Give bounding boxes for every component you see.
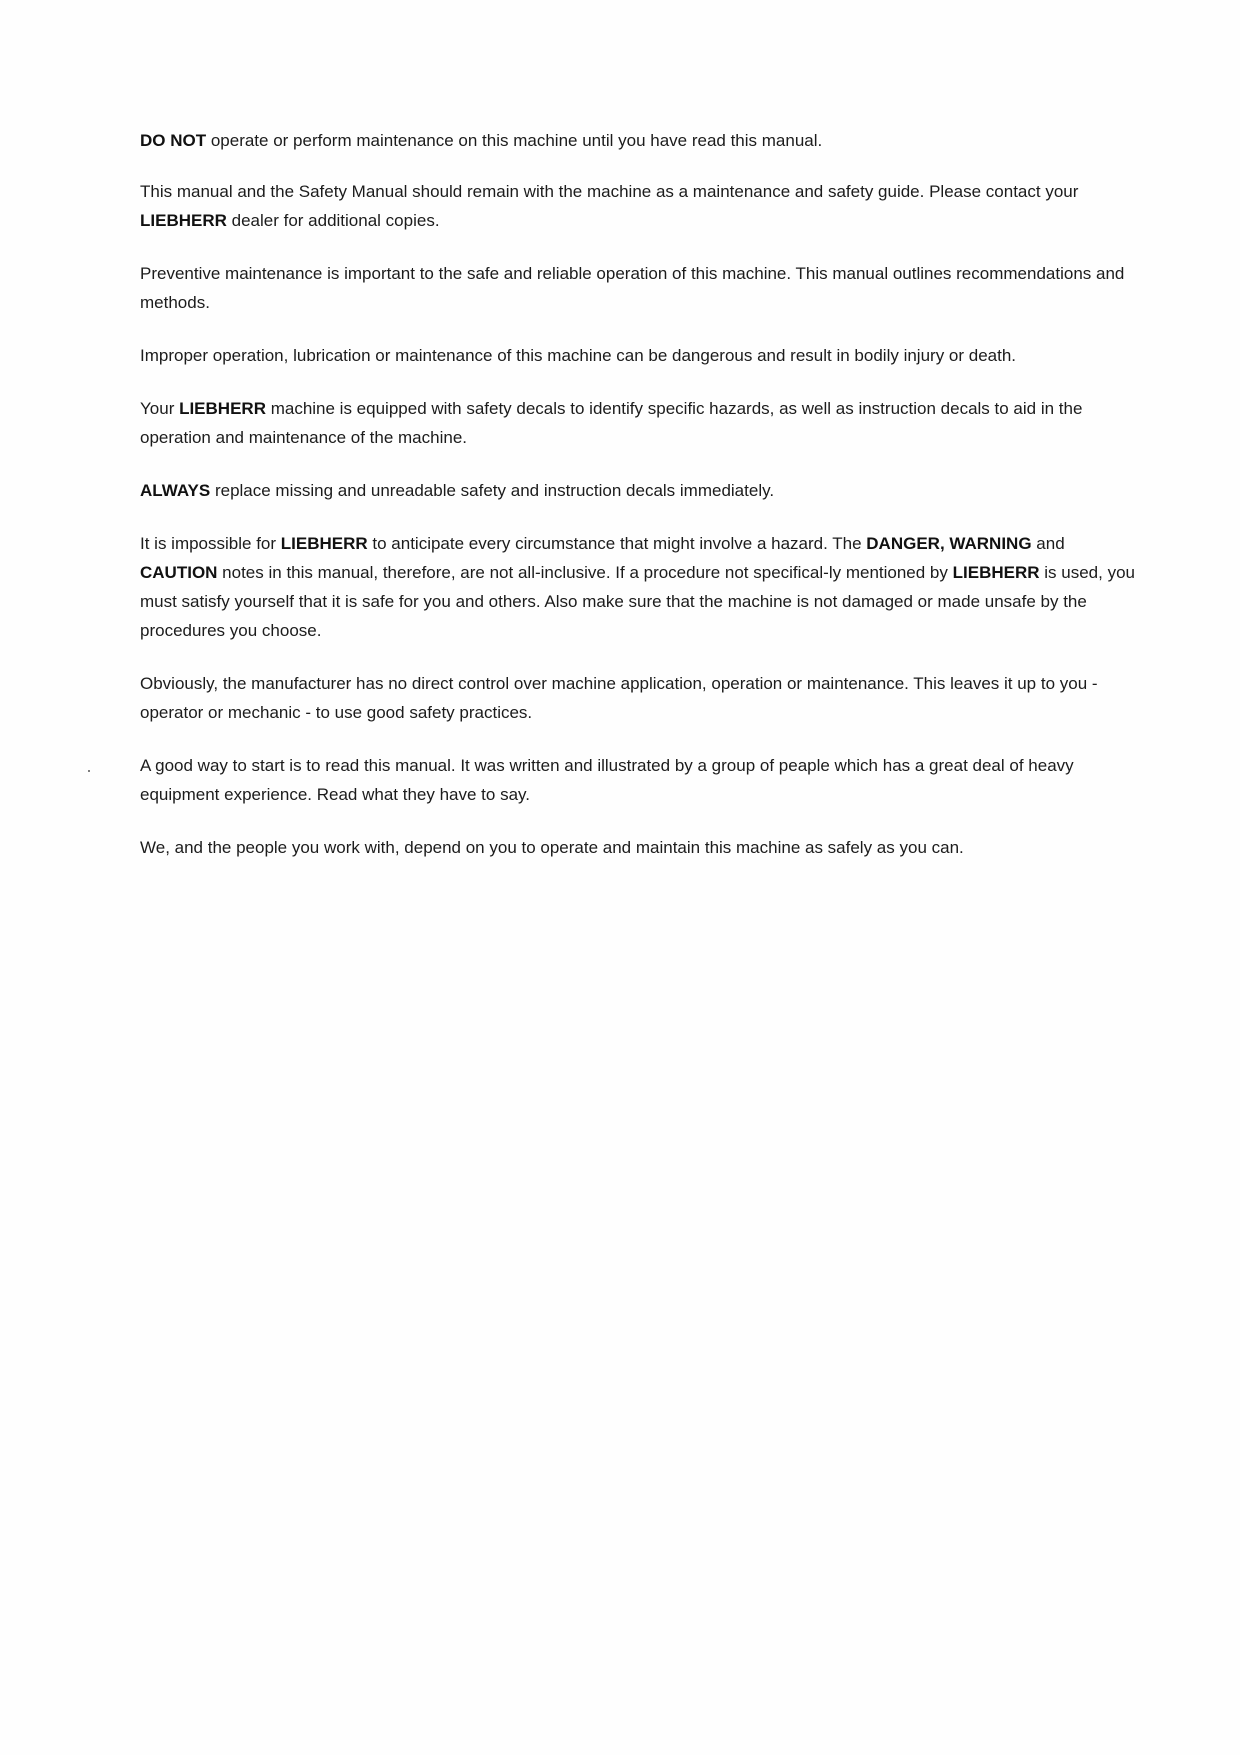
paragraph-text: It is impossible for (140, 534, 281, 553)
paragraph-read-manual (140, 751, 1145, 809)
paragraph-text: machine is equipped with safety decals to identify specific hazards, as well as instruction decals to aid in the operation and maintenance of the machine. (140, 399, 1083, 447)
paragraph-safety-decals (140, 394, 1145, 452)
paragraph-do-not-operate (140, 126, 1145, 155)
paragraph-text: and (1031, 534, 1065, 553)
brand-liebherr: LIEBHERR (952, 563, 1040, 582)
paragraph-text: This manual and the Safety Manual should remain with the machine as a maintenance and safety guide. Please contact your (140, 182, 1079, 201)
paragraph-improper-operation (140, 341, 1145, 370)
paragraph-always-replace (140, 476, 1145, 505)
paragraph-anticipate-hazard (140, 529, 1145, 645)
paragraph-text: Your (140, 399, 180, 418)
paragraph-text: Improper operation, lubrication or maintenance of this machine can be dangerous and result in bodily injury or death. (140, 346, 1017, 365)
paragraph-manual-with-machine (140, 177, 1145, 235)
paragraph-text: Obviously, the manufacturer has no direct control over machine application, operation or maintenance. This leaves it up to you - operator or mechanic - to use good safety practices. (140, 674, 1098, 722)
paragraph-text: operate or perform maintenance on this machine until you have read this manual. (206, 131, 823, 150)
paragraph-manufacturer-control (140, 669, 1145, 727)
paragraph-text: to anticipate every circumstance that might involve a hazard. The (367, 534, 867, 553)
brand-liebherr: LIEBHERR (140, 211, 227, 230)
emphasis-danger-warning: DANGER, WARNING (866, 534, 1032, 553)
paragraph-depend-on-you (140, 833, 1145, 862)
document-body (140, 126, 1145, 886)
paragraph-text: We, and the people you work with, depend on you to operate and maintain this machine as safely as you can. (140, 838, 964, 857)
paragraph-text: notes in this manual, therefore, are not all-inclusive. If a procedure not specifical-ly mentioned by (217, 563, 953, 582)
paragraph-text: is used, you must satisfy yourself that it is safe for you and others. Also make sure that the machine is not damaged or made unsafe by the procedures you choose. (140, 563, 1135, 640)
emphasis-do-not: DO NOT (140, 131, 207, 150)
paragraph-preventive-maintenance (140, 259, 1145, 317)
paragraph-text: replace missing and unreadable safety and instruction decals immediately. (210, 481, 775, 500)
brand-liebherr: LIEBHERR (280, 534, 368, 553)
scan-speck (88, 770, 90, 772)
emphasis-always: ALWAYS (140, 481, 211, 500)
emphasis-caution: CAUTION (140, 563, 218, 582)
brand-liebherr: LIEBHERR (179, 399, 266, 418)
paragraph-text: Preventive maintenance is important to the safe and reliable operation of this machine. This manual outlines recommendations and methods. (140, 264, 1125, 312)
paragraph-text: A good way to start is to read this manual. It was written and illustrated by a group of peaple which has a great deal of heavy equipment experience. Read what they have to say. (140, 756, 1074, 804)
paragraph-text: dealer for additional copies. (226, 211, 440, 230)
